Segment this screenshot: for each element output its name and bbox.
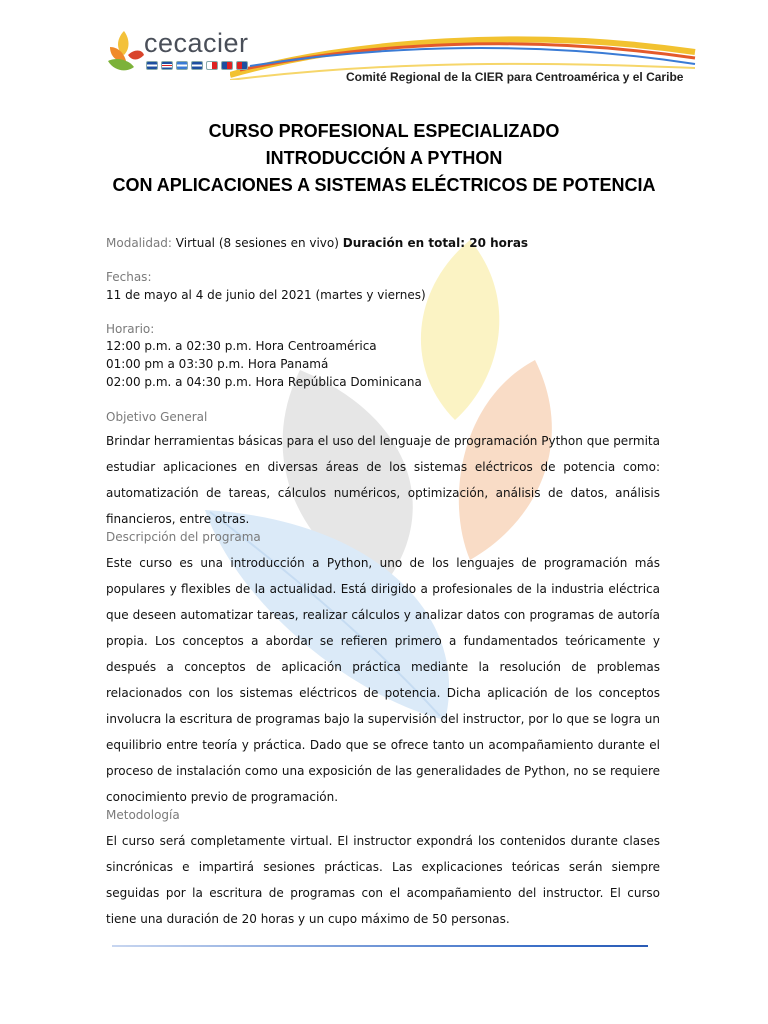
flag-icon — [206, 61, 218, 70]
title-line-2: INTRODUCCIÓN A PYTHON — [265, 148, 503, 168]
duration-value: Duración en total: 20 horas — [342, 236, 529, 250]
flag-icon — [221, 61, 233, 70]
metodologia-text: El curso será completamente virtual. El instructor expondrá los contenidos durante clases sincrónicas e impartirá sesiones prácticas. Las explicaciones teóricas serán siempre seguidas por la escritura de programas con el acompañamiento del instructor. El curso tiene una duración de 20 horas y un cupo máximo de 50 personas. — [106, 834, 660, 926]
footer-divider — [112, 945, 648, 947]
modalidad-row — [106, 236, 528, 250]
letterhead — [0, 0, 768, 100]
flag-icon — [191, 61, 203, 70]
fechas-value: 11 de mayo al 4 de junio del 2021 (martes y viernes) — [106, 288, 426, 302]
descripcion-heading: Descripción del programa — [106, 530, 261, 544]
objetivo-text: Brindar herramientas básicas para el uso del lenguaje de programación Python que permita estudiar aplicaciones en diversas áreas de los sistemas eléctricos de potencia como: automatización de tareas, cálculos numéricos, optimización, análisis de datos, análisis financieros, entre otras. — [106, 434, 660, 526]
horario-line: 02:00 p.m. a 04:30 p.m. Hora República Dominicana — [106, 375, 422, 389]
modalidad-value: Virtual (8 sesiones en vivo) — [175, 236, 339, 250]
horario-line: 12:00 p.m. a 02:30 p.m. Hora Centroamérica — [106, 339, 377, 353]
logo-leaf-icon — [104, 25, 144, 75]
objetivo-heading: Objetivo General — [106, 410, 208, 424]
horario-label: Horario: — [106, 322, 155, 336]
flag-icon — [146, 61, 158, 70]
metodologia-heading: Metodología — [106, 808, 180, 822]
logo-wordmark: cecacier — [144, 28, 249, 58]
descripcion-text: Este curso es una introducción a Python, uno de los lenguajes de programación más populares y flexibles de la actualidad. Está dirigido a profesionales de la industria eléctrica que deseen automatizar tareas, realizar cálculos y analizar datos con programas de autoría propia. Los conceptos a abordar se refieren primero a fundamentados teóricamente y después a conceptos de aplicación práctica mediante la resolución de problemas relacionados con los sistemas eléctricos de potencia. Dicha aplicación de los conceptos involucra la escritura de programas bajo la supervisión del instructor, por lo que se logra un equilibrio entre teoría y práctica. Dado que se ofrece tanto un acompañamiento durante el proceso de instalación como una exposición de las generalidades de Python, no se requiere conocimiento previo de programación. — [106, 556, 660, 804]
flag-icon — [176, 61, 188, 70]
title-line-1: CURSO PROFESIONAL ESPECIALIZADO — [208, 121, 560, 141]
yellow-leaf — [421, 240, 499, 420]
fechas-label: Fechas: — [106, 270, 152, 284]
flag-icon — [236, 61, 248, 70]
modalidad-label: Modalidad: — [106, 236, 172, 250]
title-line-3: CON APLICACIONES A SISTEMAS ELÉCTRICOS DE POTENCIA — [112, 175, 656, 195]
committee-name: Comité Regional de la CIER para Centroamérica y el Caribe — [346, 70, 684, 84]
country-flags — [146, 61, 248, 70]
course-title — [0, 118, 768, 199]
horario-line: 01:00 pm a 03:30 p.m. Hora Panamá — [106, 357, 329, 371]
cecacier-logo — [104, 20, 254, 80]
flag-icon — [161, 61, 173, 70]
